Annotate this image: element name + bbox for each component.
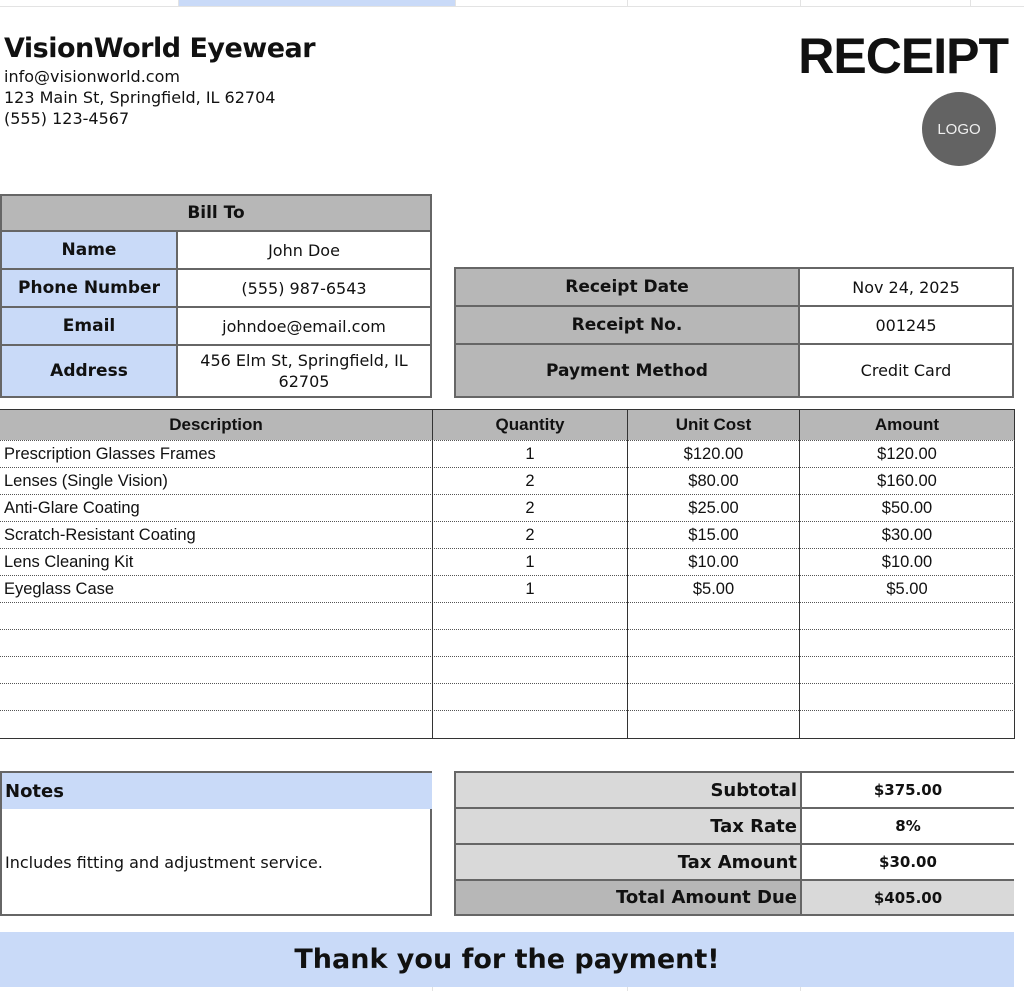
bill-to-label-email[interactable]: Email: [2, 308, 178, 346]
table-row: [0, 575, 1015, 603]
receipt-number-value[interactable]: 001245: [800, 307, 1012, 345]
company-name: VisionWorld Eyewear: [4, 33, 316, 64]
tax-amount-label[interactable]: Tax Amount: [456, 845, 800, 881]
cell-amount[interactable]: [800, 684, 1014, 711]
cell-amount[interactable]: [800, 657, 1014, 684]
bill-to-heading[interactable]: Bill To: [2, 196, 430, 232]
cell-description[interactable]: Prescription Glasses Frames: [4, 445, 216, 463]
bill-to-label-address[interactable]: Address: [2, 346, 178, 396]
cell-description[interactable]: Anti-Glare Coating: [4, 499, 140, 517]
cell-unit-cost[interactable]: [628, 657, 799, 684]
table-row: [0, 602, 1015, 630]
tax-rate-label[interactable]: Tax Rate: [456, 809, 800, 845]
table-row: [0, 467, 1015, 495]
receipt-title: RECEIPT: [798, 28, 1008, 84]
cell-amount[interactable]: [800, 711, 1014, 738]
cell-quantity[interactable]: 2: [525, 526, 535, 544]
cell-amount[interactable]: $30.00: [881, 526, 933, 544]
receipt-date-label[interactable]: Receipt Date: [456, 269, 800, 307]
bill-to-value-name[interactable]: John Doe: [178, 232, 430, 270]
bill-to-value-address[interactable]: 456 Elm St, Springfield, IL 62705: [178, 346, 430, 396]
notes-text[interactable]: Includes fitting and adjustment service.: [5, 853, 323, 872]
cell-unit-cost[interactable]: $25.00: [688, 499, 739, 517]
table-row: [0, 494, 1015, 522]
company-email: info@visionworld.com: [4, 67, 180, 86]
cell-amount[interactable]: $5.00: [886, 580, 928, 598]
cell-unit-cost[interactable]: [628, 630, 799, 657]
cell-quantity[interactable]: [433, 657, 627, 684]
cell-amount[interactable]: [800, 603, 1014, 630]
cell-amount[interactable]: $120.00: [877, 445, 937, 463]
cell-unit-cost[interactable]: $5.00: [692, 580, 735, 598]
column-header-description[interactable]: Description: [0, 410, 432, 440]
subtotal-label[interactable]: Subtotal: [456, 773, 800, 809]
cell-description[interactable]: [4, 603, 430, 630]
cell-description[interactable]: Eyeglass Case: [4, 580, 115, 598]
bill-to-value-phone[interactable]: (555) 987-6543: [178, 270, 430, 308]
cell-unit-cost[interactable]: [628, 603, 799, 630]
payment-method-value[interactable]: Credit Card: [800, 345, 1012, 396]
cell-quantity[interactable]: [433, 603, 627, 630]
cell-description[interactable]: [4, 630, 430, 657]
table-row: [0, 629, 1015, 657]
cell-quantity[interactable]: 1: [525, 445, 535, 463]
cell-amount[interactable]: $160.00: [877, 472, 937, 490]
items-table: [0, 409, 1015, 739]
company-phone: (555) 123-4567: [4, 109, 130, 128]
logo-placeholder: [922, 92, 996, 166]
table-row: [0, 548, 1015, 576]
tax-rate-value[interactable]: 8%: [800, 809, 1014, 845]
table-row: [0, 440, 1015, 468]
bill-to-table: [0, 194, 432, 398]
cell-unit-cost[interactable]: $10.00: [688, 553, 739, 571]
cell-quantity[interactable]: [433, 711, 627, 738]
cell-unit-cost[interactable]: $80.00: [688, 472, 739, 490]
cell-description[interactable]: Scratch-Resistant Coating: [4, 526, 196, 544]
tax-amount-value[interactable]: $30.00: [800, 845, 1014, 881]
cell-amount[interactable]: $10.00: [881, 553, 933, 571]
cell-unit-cost[interactable]: [628, 711, 799, 738]
total-due-label[interactable]: Total Amount Due: [456, 881, 800, 914]
receipt-date-value[interactable]: Nov 24, 2025: [800, 269, 1012, 307]
cell-unit-cost[interactable]: $15.00: [688, 526, 739, 544]
company-address: 123 Main St, Springfield, IL 62704: [4, 88, 276, 107]
total-due-value[interactable]: $405.00: [800, 881, 1014, 914]
column-header-amount[interactable]: Amount: [800, 410, 1014, 440]
cell-quantity[interactable]: [433, 630, 627, 657]
cell-description[interactable]: Lens Cleaning Kit: [4, 553, 134, 571]
notes-heading[interactable]: Notes: [2, 773, 432, 809]
totals-table: [454, 771, 1014, 916]
bill-to-label-phone[interactable]: Phone Number: [2, 270, 178, 308]
receipt-number-label[interactable]: Receipt No.: [456, 307, 800, 345]
table-row: [0, 710, 1015, 738]
cell-quantity[interactable]: 2: [525, 499, 535, 517]
cell-unit-cost[interactable]: [628, 684, 799, 711]
cell-description[interactable]: [4, 657, 430, 684]
column-header-unit-cost[interactable]: Unit Cost: [628, 410, 799, 440]
cell-amount[interactable]: [800, 630, 1014, 657]
cell-description[interactable]: [4, 684, 430, 711]
cell-quantity[interactable]: 2: [525, 472, 535, 490]
notes-box: [0, 771, 432, 916]
receipt-info-table: [454, 267, 1014, 398]
cell-description[interactable]: Lenses (Single Vision): [4, 472, 168, 490]
subtotal-value[interactable]: $375.00: [800, 773, 1014, 809]
bill-to-label-name[interactable]: Name: [2, 232, 178, 270]
logo-text: LOGO: [937, 120, 981, 138]
payment-method-label[interactable]: Payment Method: [456, 345, 800, 396]
cell-amount[interactable]: $50.00: [881, 499, 933, 517]
column-header-quantity[interactable]: Quantity: [433, 410, 627, 440]
cell-quantity[interactable]: 1: [525, 580, 535, 598]
table-row: [0, 683, 1015, 711]
bill-to-value-email[interactable]: johndoe@email.com: [178, 308, 430, 346]
thank-you-banner: Thank you for the payment!: [0, 932, 1014, 987]
table-row: [0, 656, 1015, 684]
table-row: [0, 521, 1015, 549]
cell-quantity[interactable]: [433, 684, 627, 711]
cell-description[interactable]: [4, 711, 430, 738]
cell-unit-cost[interactable]: $120.00: [683, 445, 744, 463]
cell-quantity[interactable]: 1: [525, 553, 535, 571]
